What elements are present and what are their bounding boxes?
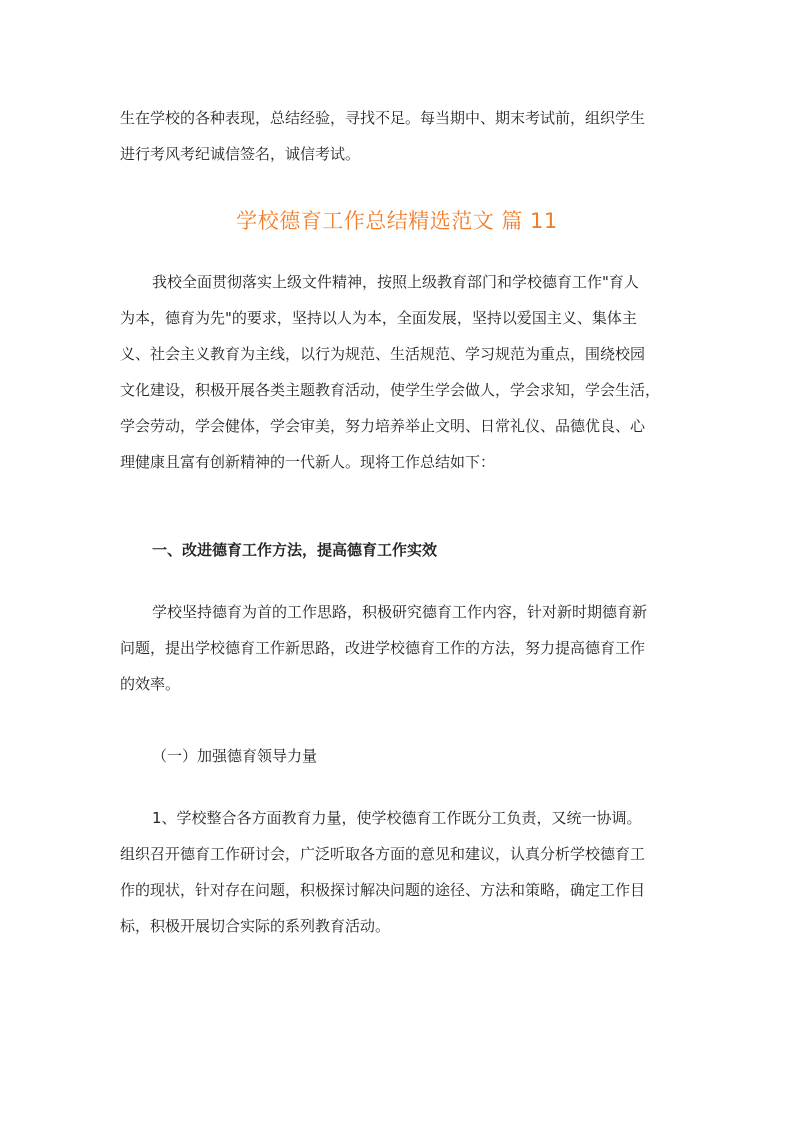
section-1-paragraph	[120, 594, 680, 702]
section-heading: 一、改进德育工作方法，提高德育工作实效	[152, 541, 438, 559]
intro-paragraph	[120, 100, 680, 172]
intro-line: 进行考风考纪诚信签名，诚信考试。	[120, 145, 361, 163]
subsection-1-paragraph	[120, 800, 680, 944]
paragraph-line: 的效率。	[120, 675, 181, 693]
paragraph-line: 文化建设，积极开展各类主题教育活动，使学生学会做人，学会求知，学会生活，	[120, 381, 661, 399]
paragraph-1	[120, 264, 680, 480]
paragraph-line: 为本，德育为先"的要求，坚持以人为本，全面发展，坚持以爱国主义、集体主	[120, 309, 637, 327]
paragraph-line: 问题，提出学校德育工作新思路，改进学校德育工作的方法，努力提高德育工作	[120, 639, 646, 657]
paragraph-line: 我校全面贯彻落实上级文件精神，按照上级教育部门和学校德育工作"育人	[152, 273, 639, 291]
paragraph-line: 理健康且富有创新精神的一代新人。现将工作总结如下：	[120, 453, 496, 471]
subsection-heading: （一）加强德育领导力量	[152, 747, 318, 765]
article-title: 学校德育工作总结精选范文 篇 11	[236, 209, 558, 233]
paragraph-line: 组织召开德育工作研讨会，广泛听取各方面的意见和建议，认真分析学校德育工	[120, 845, 646, 863]
paragraph-line: 学校坚持德育为首的工作思路，积极研究德育工作内容，针对新时期德育新	[152, 603, 648, 621]
paragraph-line: 1、学校整合各方面教育力量，使学校德育工作既分工负责，又统一协调。	[152, 809, 642, 827]
paragraph-line: 义、社会主义教育为主线，以行为规范、生活规范、学习规范为重点，围绕校园	[120, 345, 646, 363]
section-1-heading-wrap	[120, 532, 680, 568]
paragraph-line: 作的现状，针对存在问题，积极探讨解决问题的途径、方法和策略，确定工作目	[120, 881, 646, 899]
subsection-1-heading-wrap	[120, 738, 680, 774]
paragraph-line: 学会劳动，学会健体，学会审美，努力培养举止文明、日常礼仪、品德优良、心	[120, 417, 646, 435]
paragraph-line: 标，积极开展切合实际的系列教育活动。	[120, 917, 391, 935]
intro-line: 生在学校的各种表现，总结经验，寻找不足。每当期中、期末考试前，组织学生	[120, 109, 646, 127]
